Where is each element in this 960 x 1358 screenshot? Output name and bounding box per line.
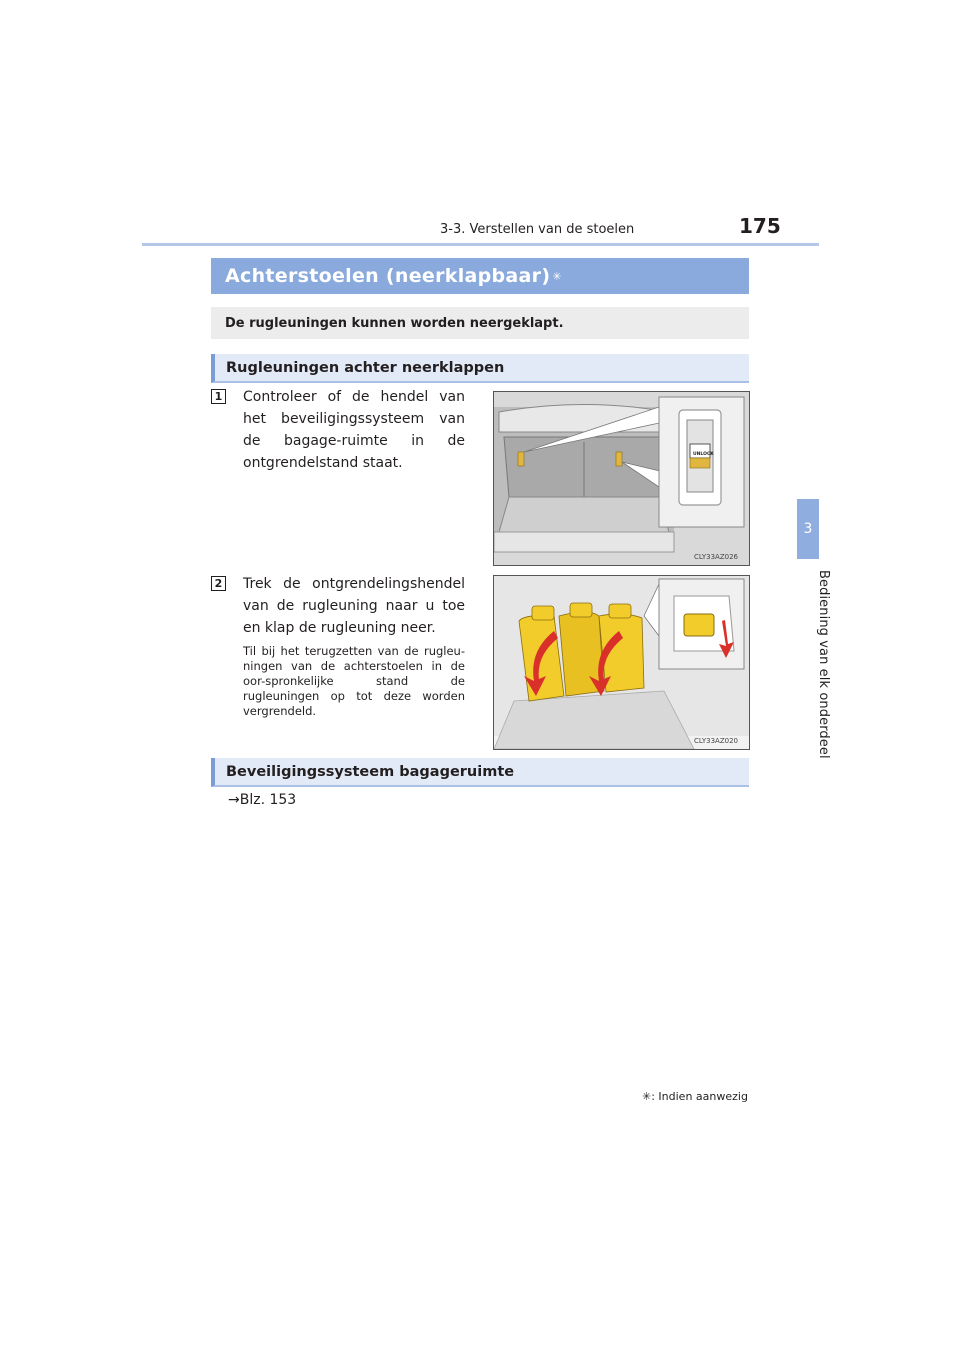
step-2-note: Til bij het terugzetten van de rugleu-ningen van de achterstoelen in de oor-spronkelijke stand de rugleuningen op tot deze worden vergrendeld. [243, 644, 465, 718]
main-title: Achterstoelen (neerklapbaar) [225, 265, 551, 287]
figure-code: CLY33AZ026 [694, 553, 738, 561]
step-2-text: Trek de ontgrendelingshendel van de rugleuning naar u toe en klap de rugleuning neer. [243, 576, 465, 636]
trunk-illustration [494, 392, 749, 565]
footnote-text: : Indien aanwezig [651, 1090, 748, 1103]
section-heading-luggage: Beveiligingssysteem bagageruimte [211, 758, 749, 787]
main-title-banner [211, 258, 749, 294]
header-rule [142, 243, 819, 246]
figure-trunk-unlock [493, 391, 750, 566]
figure-seat-fold [493, 575, 750, 750]
seat-illustration [494, 576, 749, 749]
chapter-tab: 3 [797, 499, 819, 559]
page-number: 175 [739, 214, 781, 238]
step-1-text: Controleer of de hendel van het beveiligingssysteem van de bagage-ruimte in de ontgrendelstand staat. [243, 389, 465, 471]
step-number-1: 1 [211, 389, 226, 404]
section-heading-fold: Rugleuningen achter neerklappen [211, 354, 749, 383]
step-number-2: 2 [211, 576, 226, 591]
unlock-label: UNLOCK [693, 452, 714, 457]
footnote [642, 1090, 748, 1103]
chapter-label: Bediening van elk onderdeel [816, 570, 831, 759]
section-title: 3-3. Verstellen van de stoelen [440, 222, 635, 237]
optional-marker-icon: ✳ [552, 269, 562, 283]
figure-code-2: CLY33AZ020 [694, 737, 738, 745]
page-reference[interactable]: →Blz. 153 [228, 792, 297, 808]
intro-box: De rugleuningen kunnen worden neergeklapt. [211, 307, 749, 339]
footnote-marker-icon: ✳ [642, 1090, 652, 1103]
